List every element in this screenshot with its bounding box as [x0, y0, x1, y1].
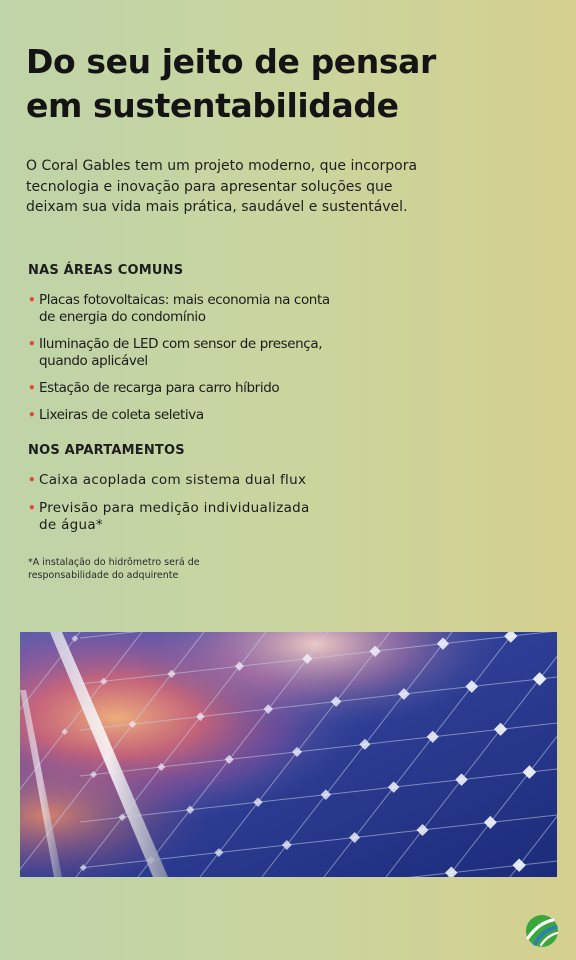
list-item	[28, 407, 358, 424]
list-item	[28, 500, 358, 535]
list-item-text: de água*	[39, 517, 103, 533]
list-item-text: de energia do condomínio	[39, 309, 206, 325]
list-item-text: Estação de recarga para carro híbrido	[39, 380, 280, 396]
bullet-icon: •	[28, 500, 36, 515]
list-item-text: Iluminação de LED com sensor de presença,	[39, 336, 323, 352]
footnote-line-2: responsabilidade do adquirente	[28, 569, 179, 581]
headline-line-1: Do seu jeito de pensar	[26, 42, 436, 81]
bullet-icon: •	[28, 293, 36, 307]
list-item	[28, 380, 358, 397]
list-item-text: quando aplicável	[39, 353, 148, 369]
bullet-icon: •	[28, 408, 36, 422]
list-item-text: Lixeiras de coleta seletiva	[39, 407, 204, 423]
section-title-apartamentos: NOS APARTAMENTOS	[28, 443, 185, 458]
intro-line-2: tecnologia e inovação para apresentar soluções que	[26, 178, 393, 195]
list-item-text: Previsão para medição individualizada	[39, 499, 310, 516]
list-areas-comuns	[28, 292, 358, 434]
footnote	[28, 557, 200, 582]
list-item	[28, 472, 358, 490]
list-item	[28, 336, 358, 370]
headline	[26, 40, 526, 128]
list-apartamentos	[28, 472, 358, 545]
bullet-icon: •	[28, 381, 36, 395]
intro-paragraph	[26, 156, 456, 218]
headline-line-2: em sustentabilidade	[26, 86, 399, 125]
section-title-areas-comuns: NAS ÁREAS COMUNS	[28, 263, 184, 278]
footnote-line-1: *A instalação do hidrômetro será de	[28, 557, 200, 568]
list-item	[28, 292, 358, 326]
bullet-icon: •	[28, 337, 36, 351]
intro-line-1: O Coral Gables tem um projeto moderno, que incorpora	[26, 158, 418, 174]
intro-line-3: deixam sua vida mais prática, saudável e sustentável.	[26, 199, 408, 215]
solar-panels-photo	[20, 632, 557, 877]
list-item-text: Placas fotovoltaicas: mais economia na conta	[39, 292, 330, 308]
brand-logo-icon	[525, 914, 559, 948]
bullet-icon: •	[28, 473, 36, 487]
list-item-text: Caixa acoplada com sistema dual flux	[39, 472, 307, 488]
